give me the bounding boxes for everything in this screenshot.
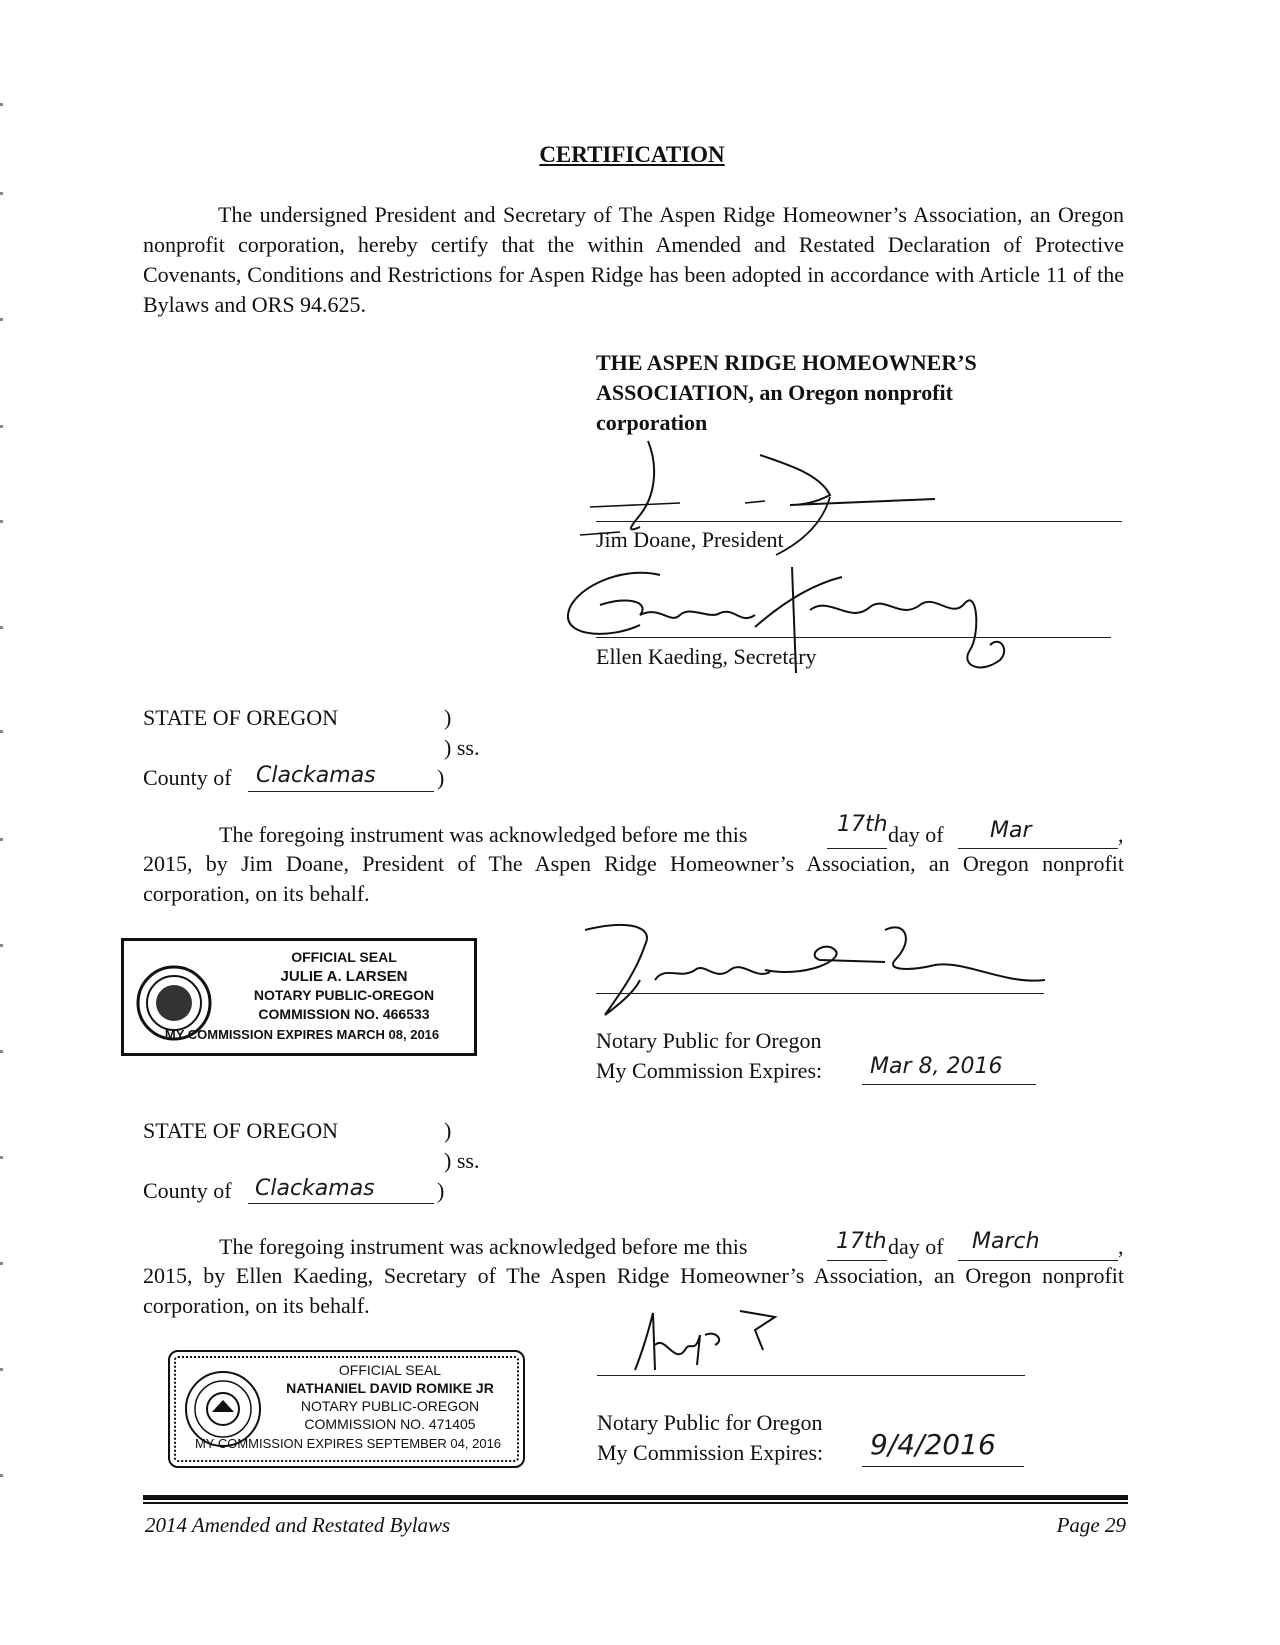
seal2-line1: OFFICIAL SEAL xyxy=(338,1362,442,1378)
seal2-line3: NOTARY PUBLIC-OREGON xyxy=(300,1398,480,1414)
seal1-line4: COMMISSION NO. 466533 xyxy=(258,1006,430,1022)
ack2-lead: The foregoing instrument was acknowledged before me this xyxy=(219,1234,748,1259)
ack1-day-of: day of xyxy=(888,822,944,847)
venue-county-label-1: County of xyxy=(143,765,232,790)
footer-rule-thin xyxy=(143,1502,1128,1504)
seal1-line3: NOTARY PUBLIC-OREGON xyxy=(253,987,435,1003)
ack1-month-value: Mar xyxy=(990,818,1032,843)
seal2-line4: COMMISSION NO. 471405 xyxy=(304,1416,476,1432)
venue-county-label-2: County of xyxy=(143,1178,232,1203)
county-blank-line-1 xyxy=(248,791,434,792)
ack2-body: 2015, by Ellen Kaeding, Secretary of The Aspen Ridge Homeowner’s Association, an Oregon nonprofit corporation, on its behalf. xyxy=(143,1263,1124,1318)
association-name-line2: ASSOCIATION, an Oregon nonprofit xyxy=(596,380,953,405)
ack1-comma: , xyxy=(1118,822,1124,847)
ack2-comma: , xyxy=(1118,1234,1124,1259)
secretary-caption: Ellen Kaeding, Secretary xyxy=(596,644,817,669)
notary-seal-2 xyxy=(168,1350,525,1468)
seal1-line5: MY COMMISSION EXPIRES MARCH 08, 2016 xyxy=(164,1027,440,1042)
venue-paren-2a: ) xyxy=(444,1118,452,1143)
venue-county-value-2: Clackamas xyxy=(255,1176,375,1201)
ack1-lead: The foregoing instrument was acknowledged before me this xyxy=(219,822,748,847)
notary-seal-1 xyxy=(121,938,477,1056)
seal2-line5: MY COMMISSION EXPIRES SEPTEMBER 04, 2016 xyxy=(194,1436,502,1451)
venue-paren-1c: ) xyxy=(437,765,445,790)
venue-paren-1a: ) xyxy=(444,705,452,730)
secretary-signature-line xyxy=(596,637,1111,638)
footer-page-number: Page 29 xyxy=(1056,1513,1126,1537)
notary1-expires-value: Mar 8, 2016 xyxy=(870,1054,1003,1079)
notary2-expires-label: My Commission Expires: xyxy=(597,1440,824,1465)
venue-state-2: STATE OF OREGON xyxy=(143,1118,339,1143)
seal1-line1: OFFICIAL SEAL xyxy=(291,949,397,965)
notary2-label: Notary Public for Oregon xyxy=(597,1410,823,1435)
venue-ss-2: ) ss. xyxy=(444,1148,480,1173)
seal1-line2: JULIE A. LARSEN xyxy=(280,968,408,985)
page-title: CERTIFICATION xyxy=(539,142,725,167)
notary1-signature-image xyxy=(585,920,1055,1025)
ack2-day-of: day of xyxy=(888,1234,944,1259)
notary1-signature-line xyxy=(596,993,1044,994)
ack2-month-value: March xyxy=(972,1229,1040,1254)
ack2-day-value: 17th xyxy=(836,1229,887,1254)
footer-rule-thick xyxy=(143,1495,1128,1500)
venue-paren-2c: ) xyxy=(437,1178,445,1203)
president-signature-line xyxy=(596,521,1122,522)
notary2-expires-value: 9/4/2016 xyxy=(870,1428,996,1461)
notary2-signature-line xyxy=(597,1375,1025,1376)
association-name-line3: corporation xyxy=(596,410,708,435)
president-caption: Jim Doane, President xyxy=(596,527,784,552)
ack1-body: 2015, by Jim Doane, President of The Aspen Ridge Homeowner’s Association, an Oregon nonprofit corporation, on its behalf. xyxy=(143,851,1124,906)
notary2-expires-line xyxy=(862,1466,1024,1467)
notary1-expires-label: My Commission Expires: xyxy=(596,1058,823,1083)
scan-margin-marks xyxy=(0,0,4,1645)
notary2-signature-image xyxy=(615,1305,785,1380)
ack1-day-value: 17th xyxy=(837,812,888,837)
venue-county-value-1: Clackamas xyxy=(256,763,376,788)
venue-ss-1: ) ss. xyxy=(444,735,480,760)
notary1-expires-line xyxy=(862,1084,1036,1085)
seal2-line2: NATHANIEL DAVID ROMIKE JR xyxy=(286,1380,494,1396)
association-name-line1: THE ASPEN RIDGE HOMEOWNER’S xyxy=(596,350,977,375)
venue-state-1: STATE OF OREGON xyxy=(143,705,339,730)
footer-document-title: 2014 Amended and Restated Bylaws xyxy=(145,1513,451,1537)
county-blank-line-2 xyxy=(248,1203,434,1204)
notary1-label: Notary Public for Oregon xyxy=(596,1028,822,1053)
certification-paragraph: The undersigned President and Secretary of The Aspen Ridge Homeowner’s Association, an Oregon nonprofit corporation, hereby certify that the within Amended and Restated Declaration of Protective Covenants, Conditions and Restrictions for Aspen Ridge has been adopted in accordance with Article 11 of the Bylaws and ORS 94.625. xyxy=(143,202,1124,317)
